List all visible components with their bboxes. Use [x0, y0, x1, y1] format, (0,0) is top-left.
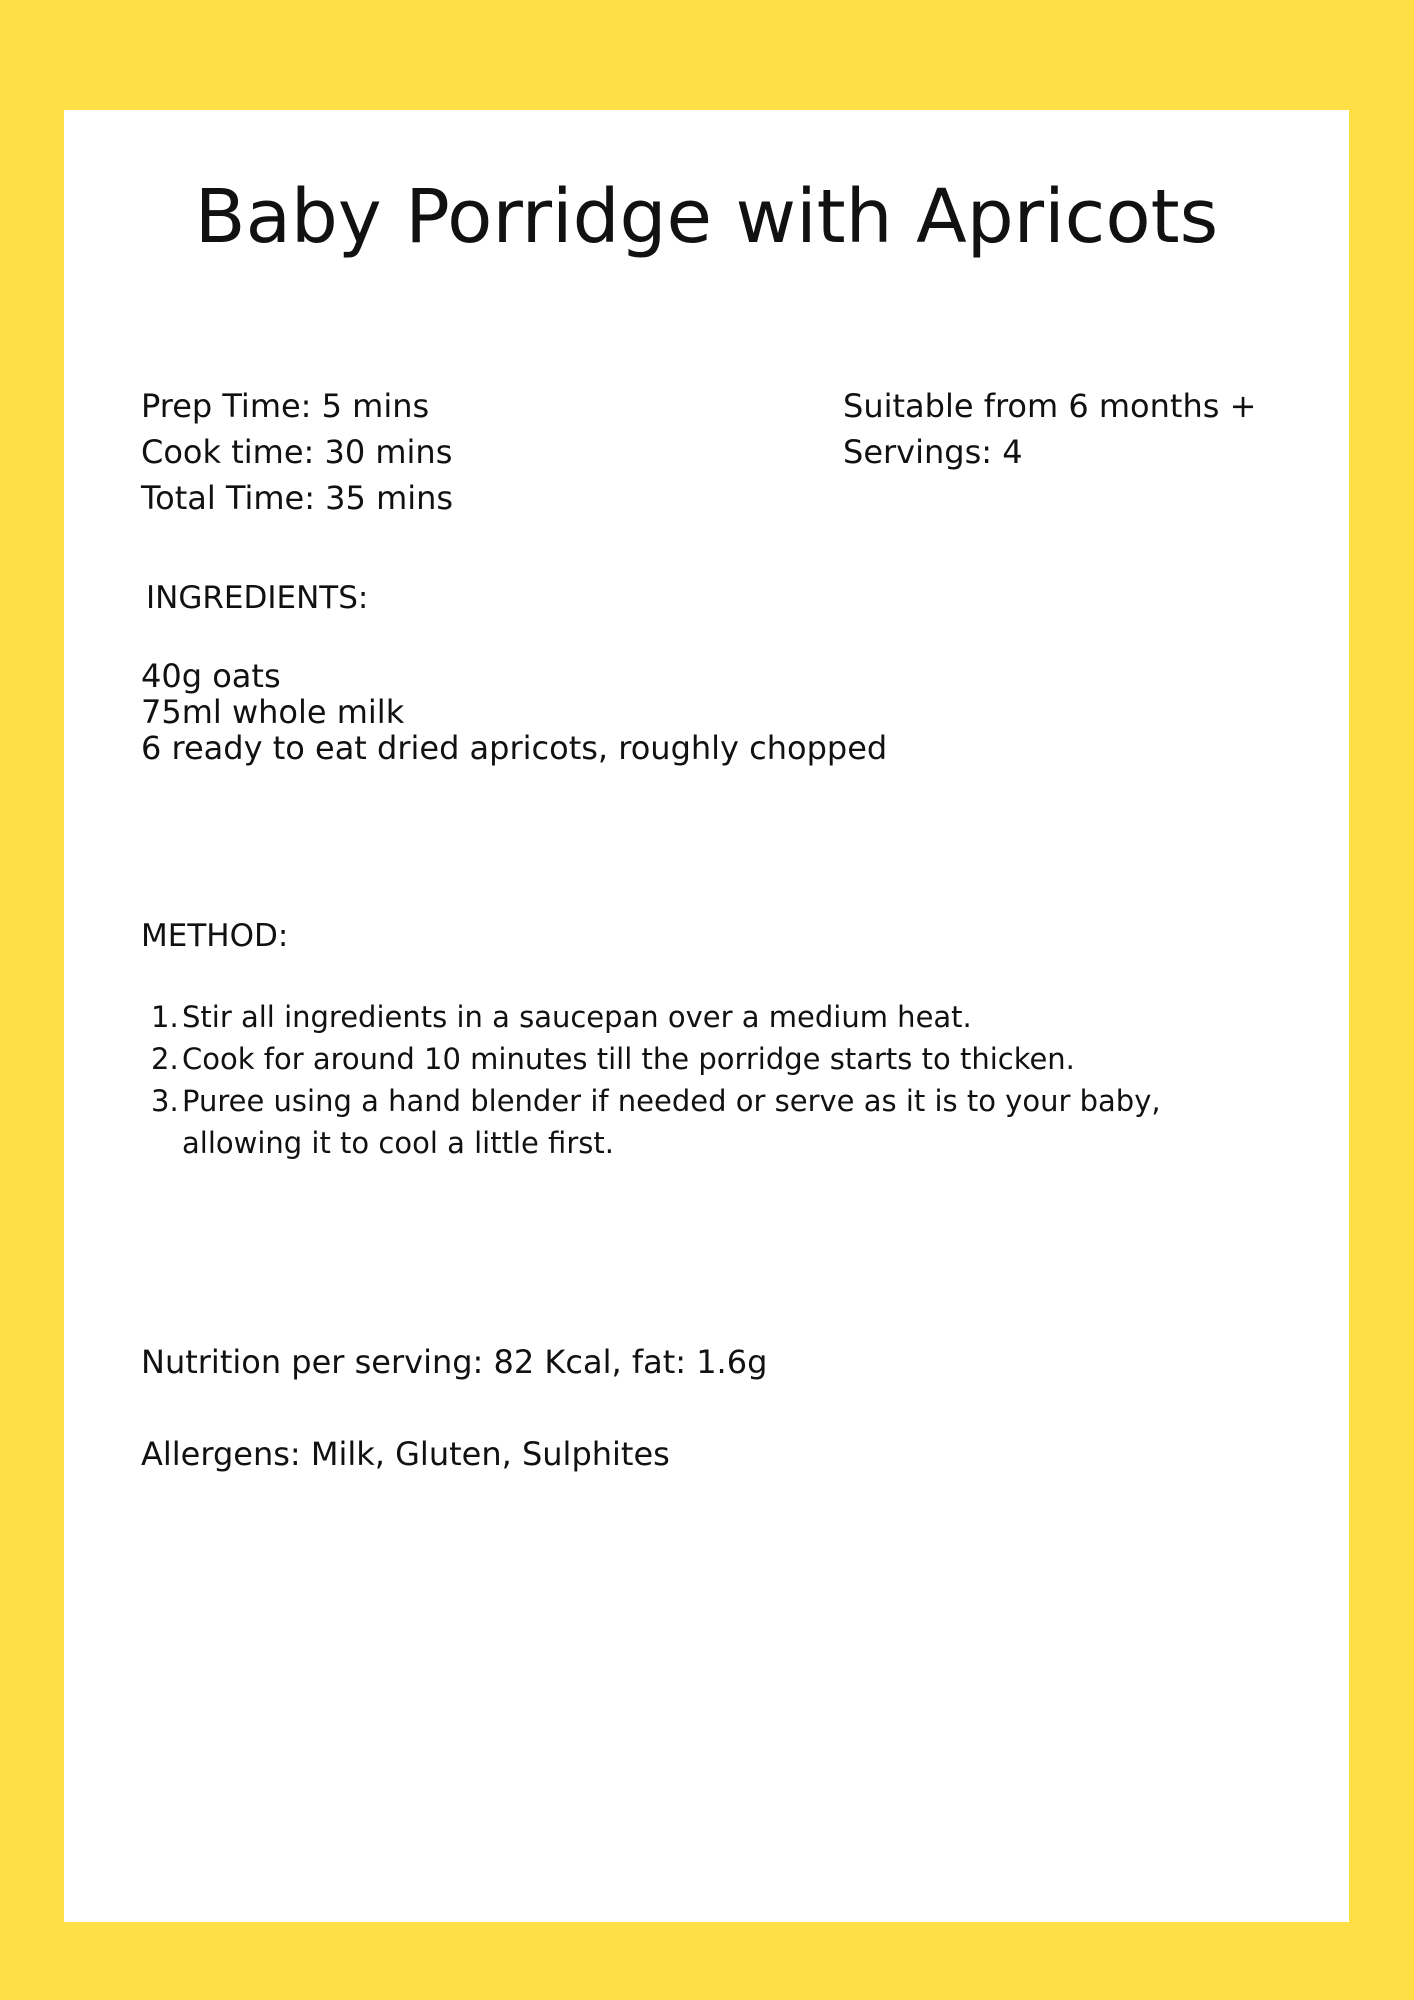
total-time: Total Time: 35 mins — [141, 479, 454, 517]
recipe-title: Baby Porridge with Apricots — [194, 174, 1219, 260]
step-text: Puree using a hand blender if needed or serve as it is to your baby, allowing it to cool a little first. — [182, 1084, 1161, 1160]
ingredients-list — [141, 658, 887, 766]
step-text: Stir all ingredients in a saucepan over a medium heat. — [182, 1000, 972, 1034]
method-step — [141, 1080, 1281, 1164]
allergens-info: Allergens: Milk, Gluten, Sulphites — [141, 1435, 670, 1473]
step-number: 3. — [151, 1084, 179, 1118]
step-number: 2. — [151, 1042, 179, 1076]
nutrition-info: Nutrition per serving: 82 Kcal, fat: 1.6g — [141, 1343, 768, 1381]
ingredient-item: 40g oats — [141, 657, 281, 695]
method-step — [141, 1038, 1281, 1080]
step-text: Cook for around 10 minutes till the porridge starts to thicken. — [182, 1042, 1075, 1076]
method-heading: METHOD: — [141, 918, 289, 954]
method-list — [141, 996, 1281, 1164]
ingredient-item: 6 ready to eat dried apricots, roughly chopped — [141, 729, 888, 767]
step-number: 1. — [151, 1000, 179, 1034]
time-info — [141, 383, 453, 521]
method-step — [141, 996, 1281, 1038]
ingredient-item: 75ml whole milk — [141, 693, 405, 731]
cook-time: Cook time: 30 mins — [141, 433, 453, 471]
servings: Servings: 4 — [843, 433, 1023, 471]
suitable-age: Suitable from 6 months + — [843, 387, 1257, 425]
serving-info — [843, 383, 1256, 475]
ingredients-heading: INGREDIENTS: — [146, 580, 369, 616]
recipe-card — [64, 110, 1349, 1922]
prep-time: Prep Time: 5 mins — [141, 387, 430, 425]
